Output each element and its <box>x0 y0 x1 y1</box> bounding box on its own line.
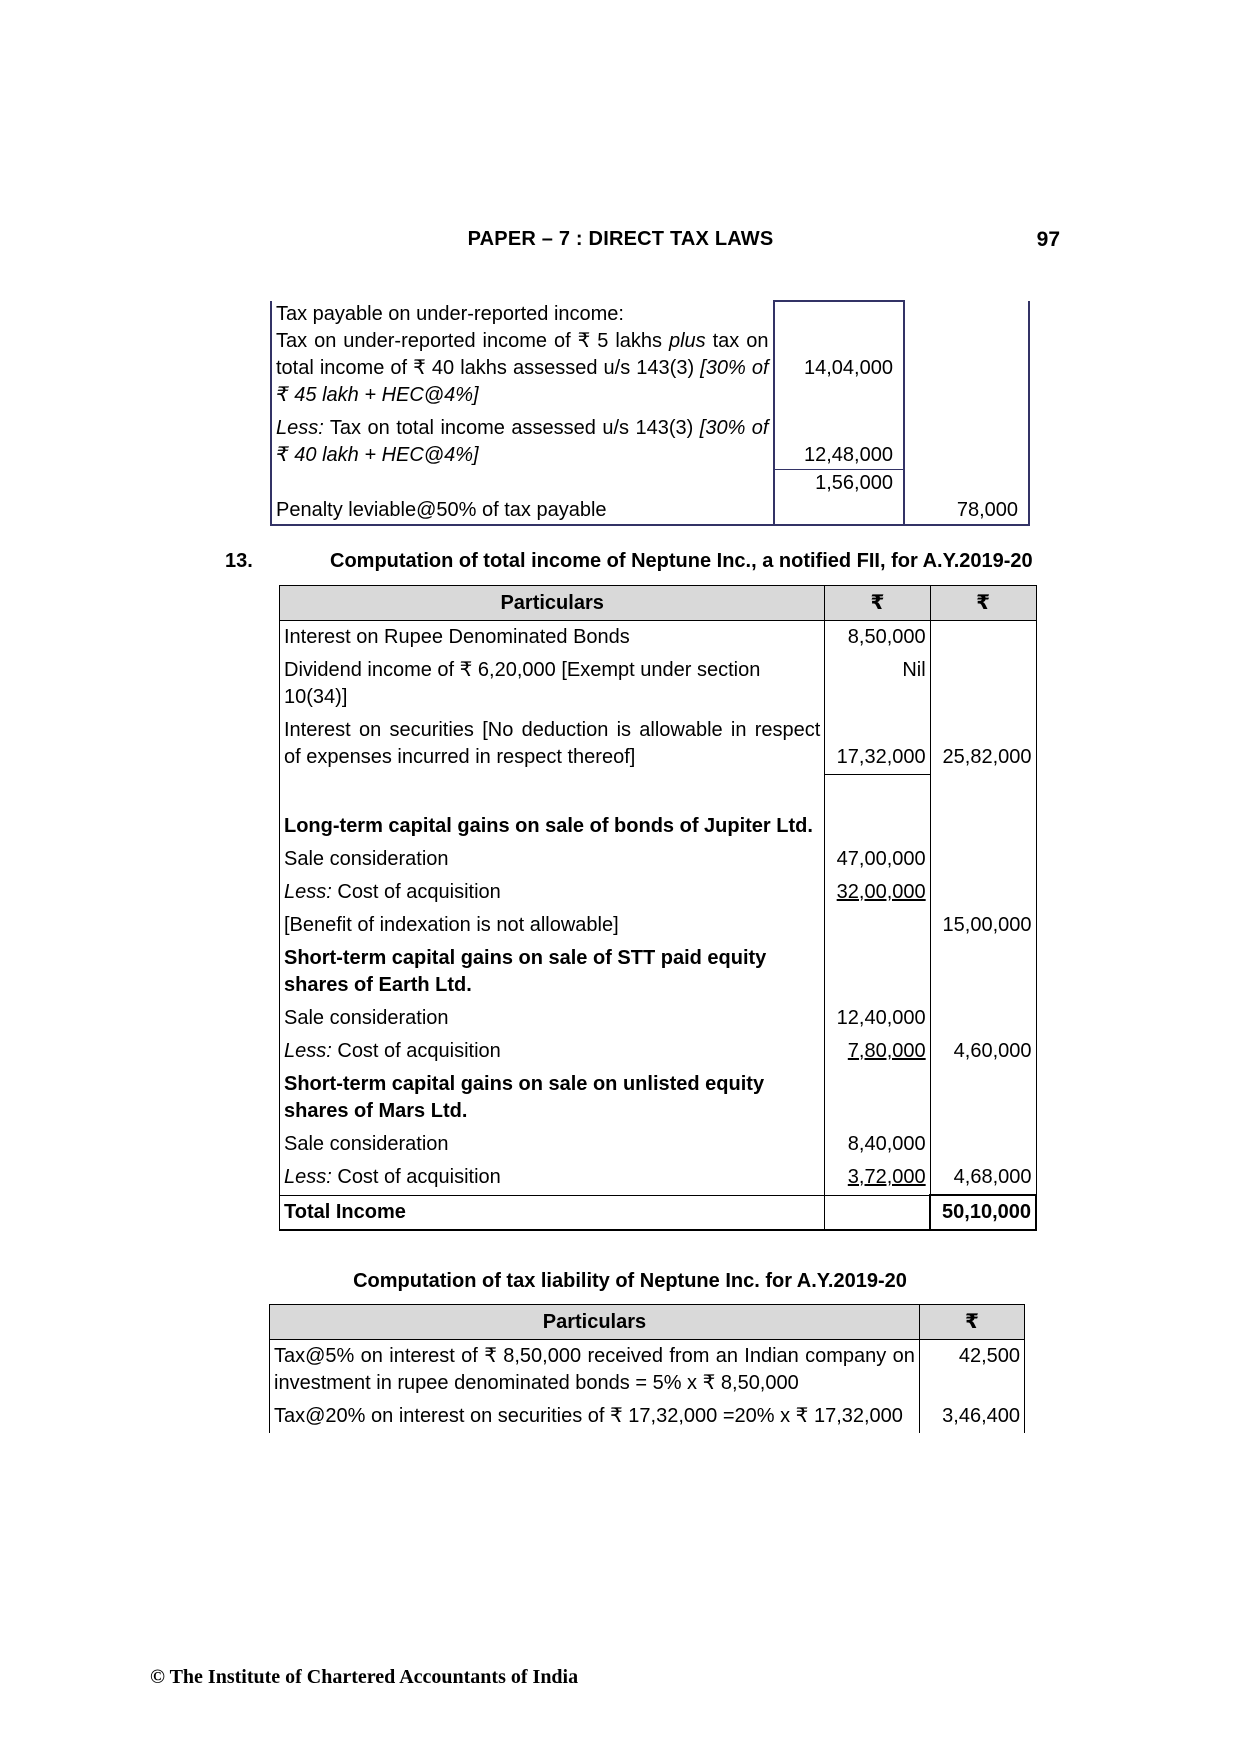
table-row <box>280 876 1037 909</box>
table-cell: Less: Tax on total income assessed u/s 143(3) [30% of ₹ 40 lakh + HEC@4%] <box>271 409 774 469</box>
table-row <box>270 1340 1025 1401</box>
page-number: 97 <box>1036 228 1060 251</box>
table-cell <box>904 409 1029 469</box>
table-row <box>280 621 1037 655</box>
table-cell <box>904 328 1029 409</box>
table-cell: 8,40,000 <box>825 1128 930 1161</box>
table-row <box>280 843 1037 876</box>
table-cell <box>904 469 1029 497</box>
table-cell: 47,00,000 <box>825 843 930 876</box>
table-cell: 25,82,000 <box>930 714 1036 774</box>
table-cell: Long-term capital gains on sale of bonds of Jupiter Ltd. <box>280 810 825 843</box>
table-cell: 4,60,000 <box>930 1035 1036 1068</box>
table-cell: 12,40,000 <box>825 1002 930 1035</box>
table-cell: 78,000 <box>904 497 1029 525</box>
table-cell <box>280 774 825 810</box>
table-cell: Less: Cost of acquisition <box>280 876 825 909</box>
table-row <box>280 1068 1037 1128</box>
table-cell: Tax on under-reported income of ₹ 5 lakhs plus tax on total income of ₹ 40 lakhs assessed u/s 143(3) [30% of ₹ 45 lakh + HEC@4%] <box>271 328 774 409</box>
section-title: Computation of tax liability of Neptune Inc. for A.Y.2019-20 <box>353 1270 907 1292</box>
tax-liability-table <box>269 1304 1025 1433</box>
column-header: ₹ <box>825 586 930 621</box>
table-cell <box>904 301 1029 328</box>
table-row <box>280 909 1037 942</box>
table-cell: Sale consideration <box>280 1128 825 1161</box>
table-cell: 14,04,000 <box>774 328 904 409</box>
footer-copyright: © The Institute of Chartered Accountants of India <box>150 1666 579 1688</box>
table-cell: Dividend income of ₹ 6,20,000 [Exempt under section 10(34)] <box>280 654 825 714</box>
table-cell: 3,72,000 <box>825 1161 930 1195</box>
table-cell: Sale consideration <box>280 843 825 876</box>
table-cell <box>930 810 1036 843</box>
table-cell: [Benefit of indexation is not allowable] <box>280 909 825 942</box>
table-cell <box>930 1068 1036 1128</box>
table-cell: Penalty leviable@50% of tax payable <box>271 497 774 525</box>
table-row <box>280 1035 1037 1068</box>
column-header: ₹ <box>930 586 1036 621</box>
table-row <box>280 654 1037 714</box>
table-row <box>280 714 1037 774</box>
table-cell <box>930 1128 1036 1161</box>
table-cell <box>825 909 930 942</box>
table-row <box>280 774 1037 810</box>
table-cell: Tax@20% on interest on securities of ₹ 17,32,000 =20% x ₹ 17,32,000 <box>270 1400 920 1433</box>
table-cell: 4,68,000 <box>930 1161 1036 1195</box>
table-cell <box>825 1195 930 1230</box>
table-cell <box>930 774 1036 810</box>
table-cell: Less: Cost of acquisition <box>280 1161 825 1195</box>
table-cell: 1,56,000 <box>774 469 904 497</box>
table-row <box>280 1161 1037 1195</box>
table-row <box>280 942 1037 1002</box>
table-cell: Short-term capital gains on sale on unlisted equity shares of Mars Ltd. <box>280 1068 825 1128</box>
table-cell <box>930 621 1036 655</box>
table-cell: 7,80,000 <box>825 1035 930 1068</box>
penalty-table <box>270 300 1030 526</box>
table-cell: Tax payable on under-reported income: <box>271 301 774 328</box>
table-cell <box>930 654 1036 714</box>
table-cell: Interest on securities [No deduction is allowable in respect of expenses incurred in respect thereof] <box>280 714 825 774</box>
table-row <box>280 810 1037 843</box>
table-cell: 17,32,000 <box>825 714 930 774</box>
column-header: Particulars <box>270 1305 920 1340</box>
table-cell <box>825 1068 930 1128</box>
table-cell <box>825 810 930 843</box>
page-header-title: PAPER – 7 : DIRECT TAX LAWS <box>467 228 774 250</box>
table-row <box>280 1128 1037 1161</box>
table-cell <box>774 497 904 525</box>
table-cell: Interest on Rupee Denominated Bonds <box>280 621 825 655</box>
total-value: 50,10,000 <box>930 1195 1036 1230</box>
question-number: 13. <box>225 550 253 572</box>
table-cell <box>825 942 930 1002</box>
table-cell <box>930 876 1036 909</box>
table-cell: 32,00,000 <box>825 876 930 909</box>
column-header: Particulars <box>280 586 825 621</box>
table-cell <box>774 301 904 328</box>
table-cell <box>271 469 774 497</box>
table-cell: 8,50,000 <box>825 621 930 655</box>
total-label: Total Income <box>280 1195 825 1230</box>
table-row <box>280 1002 1037 1035</box>
table-cell: 12,48,000 <box>774 409 904 469</box>
table-cell: Nil <box>825 654 930 714</box>
total-income-table <box>279 585 1037 1231</box>
table-cell: Tax@5% on interest of ₹ 8,50,000 received from an Indian company on investment in rupee denominated bonds = 5% x ₹ 8,50,000 <box>270 1340 920 1401</box>
table-cell: 42,500 <box>919 1340 1024 1401</box>
table-row <box>270 1400 1025 1433</box>
table-cell: Less: Cost of acquisition <box>280 1035 825 1068</box>
table-cell <box>930 942 1036 1002</box>
table-cell: 15,00,000 <box>930 909 1036 942</box>
column-header: ₹ <box>919 1305 1024 1340</box>
table-cell: 3,46,400 <box>919 1400 1024 1433</box>
table-cell <box>825 774 930 810</box>
table-cell <box>930 1002 1036 1035</box>
table-cell <box>930 843 1036 876</box>
table-cell: Short-term capital gains on sale of STT paid equity shares of Earth Ltd. <box>280 942 825 1002</box>
table-cell: Sale consideration <box>280 1002 825 1035</box>
table-row <box>280 1195 1037 1230</box>
section-title: Computation of total income of Neptune Inc., a notified FII, for A.Y.2019-20 <box>330 550 1033 572</box>
